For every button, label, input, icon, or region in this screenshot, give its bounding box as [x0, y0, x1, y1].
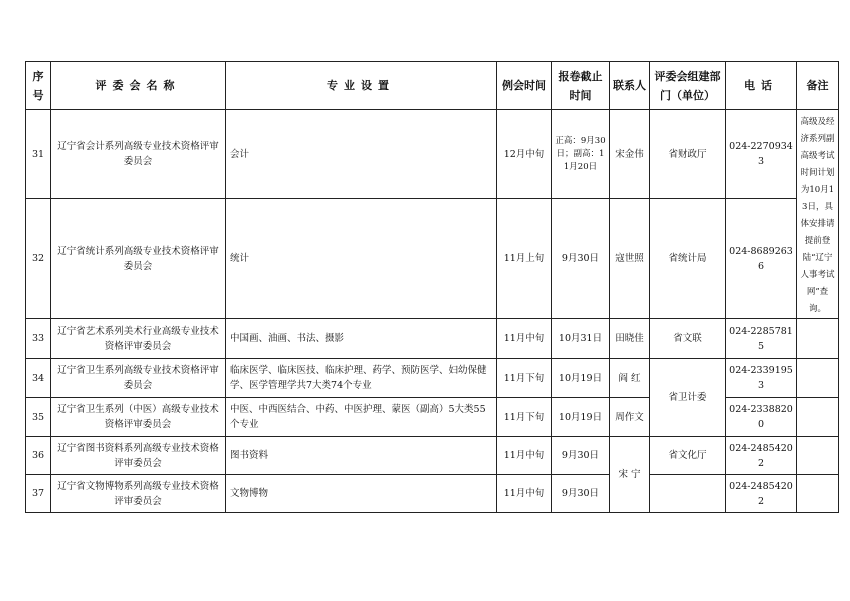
row-meeting: 11月下旬 — [497, 398, 552, 437]
row-meeting: 11月中旬 — [497, 437, 552, 475]
notes-cell-empty — [797, 475, 839, 513]
header-committee: 评委会名称 — [51, 62, 226, 110]
header-meeting: 例会时间 — [497, 62, 552, 110]
row-deadline: 10月19日 — [552, 359, 610, 398]
header-deadline: 报卷截止时间 — [552, 62, 610, 110]
row-meeting: 11月中旬 — [497, 475, 552, 513]
row-deadline: 9月30日 — [552, 199, 610, 319]
row-no: 36 — [26, 437, 51, 475]
row-specialty: 会计 — [226, 110, 497, 199]
row-meeting: 11月下旬 — [497, 359, 552, 398]
row-deadline: 9月30日 — [552, 475, 610, 513]
row-meeting: 11月上旬 — [497, 199, 552, 319]
row-contact: 阎 红 — [610, 359, 650, 398]
table-row — [26, 319, 839, 359]
row-phone: 024-86892636 — [726, 199, 797, 319]
row-committee: 辽宁省图书资料系列高级专业技术资格评审委员会 — [51, 437, 226, 475]
row-committee: 辽宁省统计系列高级专业技术资格评审委员会 — [51, 199, 226, 319]
row-dept-merged: 省卫计委 — [650, 359, 726, 437]
row-specialty: 文物博物 — [226, 475, 497, 513]
notes-cell-empty — [797, 359, 839, 398]
header-notes: 备注 — [797, 62, 839, 110]
row-contact: 宋金伟 — [610, 110, 650, 199]
row-dept: 省文联 — [650, 319, 726, 359]
row-phone: 024-24854202 — [726, 475, 797, 513]
row-specialty: 临床医学、临床医技、临床护理、药学、预防医学、妇幼保健学、医学管理学共7大类74个专业 — [226, 359, 497, 398]
row-deadline: 9月30日 — [552, 437, 610, 475]
row-meeting: 12月中旬 — [497, 110, 552, 199]
row-contact: 寇世照 — [610, 199, 650, 319]
row-no: 34 — [26, 359, 51, 398]
header-dept: 评委会组建部门（单位） — [650, 62, 726, 110]
header-no: 序号 — [26, 62, 51, 110]
row-specialty: 图书资料 — [226, 437, 497, 475]
row-contact-merged: 宋 宁 — [610, 437, 650, 513]
notes-cell-empty — [797, 437, 839, 475]
row-deadline: 10月19日 — [552, 398, 610, 437]
row-committee: 辽宁省卫生系列（中医）高级专业技术资格评审委员会 — [51, 398, 226, 437]
header-contact: 联系人 — [610, 62, 650, 110]
header-phone: 电话 — [726, 62, 797, 110]
row-no: 35 — [26, 398, 51, 437]
header-specialty: 专业设置 — [226, 62, 497, 110]
row-committee: 辽宁省文物博物系列高级专业技术资格评审委员会 — [51, 475, 226, 513]
notes-cell: 高级及经济系列副高级考试时间计划为10月13日，具体安排请提前登陆“辽宁人事考试网”查询。 — [797, 110, 839, 319]
row-deadline: 10月31日 — [552, 319, 610, 359]
row-contact: 周作文 — [610, 398, 650, 437]
row-phone: 024-23388200 — [726, 398, 797, 437]
row-phone: 024-23391953 — [726, 359, 797, 398]
row-no: 37 — [26, 475, 51, 513]
row-phone: 024-22709343 — [726, 110, 797, 199]
row-specialty: 中国画、油画、书法、摄影 — [226, 319, 497, 359]
table-row — [26, 359, 839, 398]
row-no: 33 — [26, 319, 51, 359]
table-row — [26, 437, 839, 475]
row-specialty: 中医、中西医结合、中药、中医护理、蒙医（副高）5大类55个专业 — [226, 398, 497, 437]
row-contact: 田晓佳 — [610, 319, 650, 359]
row-no: 31 — [26, 110, 51, 199]
row-no: 32 — [26, 199, 51, 319]
row-meeting: 11月中旬 — [497, 319, 552, 359]
row-committee: 辽宁省卫生系列高级专业技术资格评审委员会 — [51, 359, 226, 398]
row-specialty: 统计 — [226, 199, 497, 319]
row-dept: 省统计局 — [650, 199, 726, 319]
table-row — [26, 110, 839, 199]
row-dept — [650, 475, 726, 513]
notes-cell-empty — [797, 319, 839, 359]
row-phone: 024-24854202 — [726, 437, 797, 475]
row-dept: 省财政厅 — [650, 110, 726, 199]
header-row — [26, 62, 839, 110]
row-committee: 辽宁省艺术系列美术行业高级专业技术资格评审委员会 — [51, 319, 226, 359]
row-committee: 辽宁省会计系列高级专业技术资格评审委员会 — [51, 110, 226, 199]
row-deadline: 正高：9月30日；副高：11月20日 — [552, 110, 610, 199]
notes-cell-empty — [797, 398, 839, 437]
table-row — [26, 199, 839, 319]
committee-table — [25, 61, 839, 513]
row-dept: 省文化厅 — [650, 437, 726, 475]
row-phone: 024-22857815 — [726, 319, 797, 359]
table-row — [26, 475, 839, 513]
